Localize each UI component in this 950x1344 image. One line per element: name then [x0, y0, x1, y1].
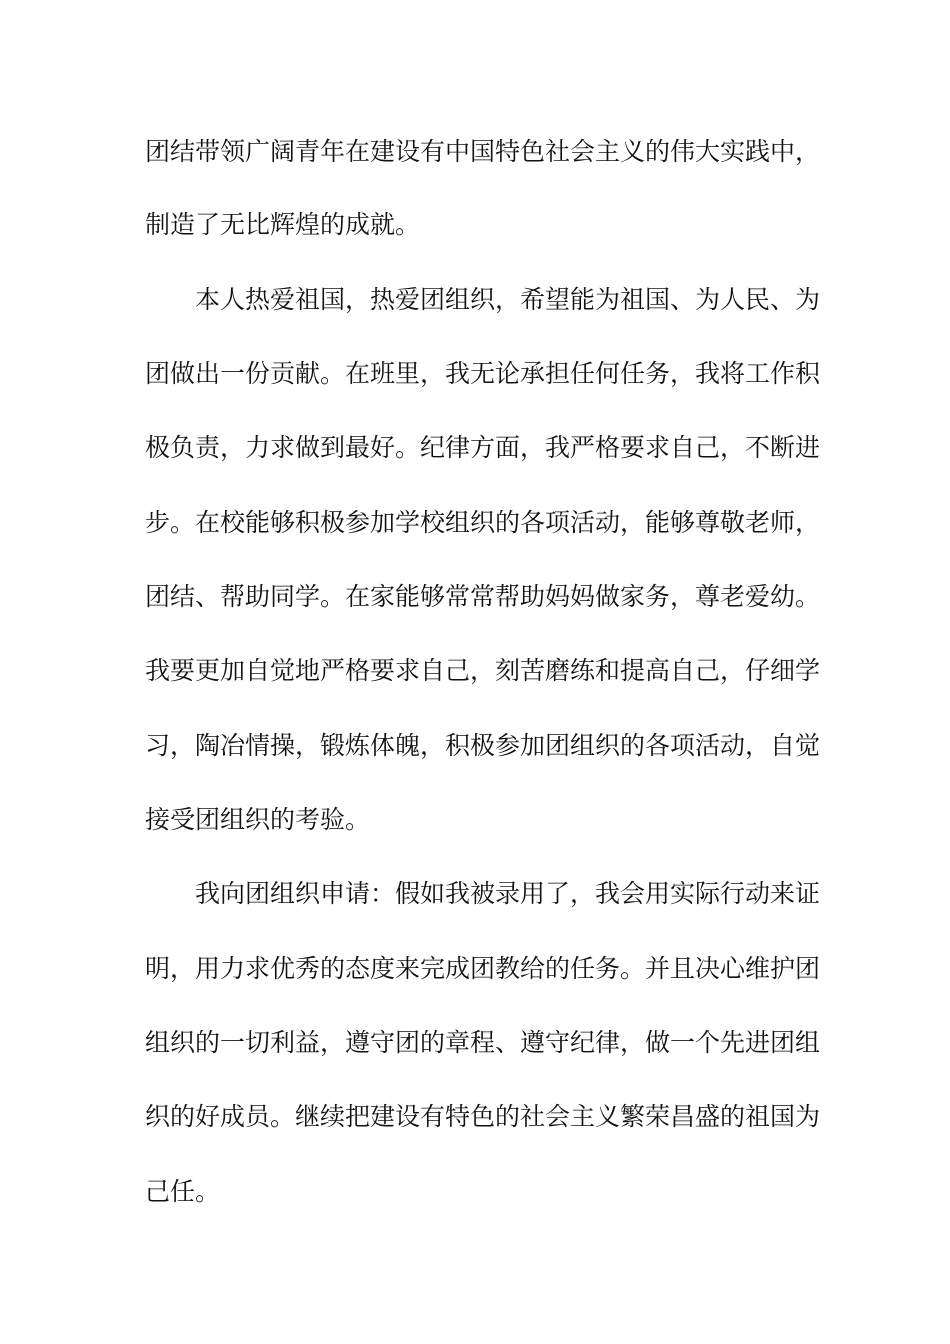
text-line: 织的好成员。继续把建设有特色的社会主义繁荣昌盛的祖国为 — [145, 1102, 821, 1131]
text-line: 组织的一切利益，遵守团的章程、遵守纪律，做一个先进团组 — [145, 1028, 821, 1057]
text-line: 明，用力求优秀的态度来完成团教给的任务。并且决心维护团 — [145, 954, 821, 983]
text-line: 我要更加自觉地严格要求自己，刻苦磨练和提高自己，仔细学 — [145, 656, 821, 685]
text-line: 制造了无比辉煌的成就。 — [145, 210, 421, 239]
text-line: 习，陶冶情操，锻炼体魄，积极参加团组织的各项活动，自觉 — [145, 731, 821, 760]
paragraph-start-line: 本人热爱祖国，热爱团组织，希望能为祖国、为人民、为 — [195, 285, 821, 314]
text-line: 团结带领广阔青年在建设有中国特色社会主义的伟大实践中， — [145, 137, 821, 166]
text-line: 步。在校能够积极参加学校组织的各项活动，能够尊敬老师， — [145, 508, 821, 537]
paragraph-start-line: 我向团组织申请：假如我被录用了，我会用实际行动来证 — [195, 879, 821, 908]
text-line: 接受团组织的考验。 — [145, 805, 371, 834]
text-line: 极负责，力求做到最好。纪律方面，我严格要求自己，不断进 — [145, 433, 821, 462]
text-line: 己任。 — [145, 1177, 221, 1206]
text-line: 团结、帮助同学。在家能够常常帮助妈妈做家务，尊老爱幼。 — [145, 582, 821, 611]
text-line: 团做出一份贡献。在班里，我无论承担任何任务，我将工作积 — [145, 359, 821, 388]
